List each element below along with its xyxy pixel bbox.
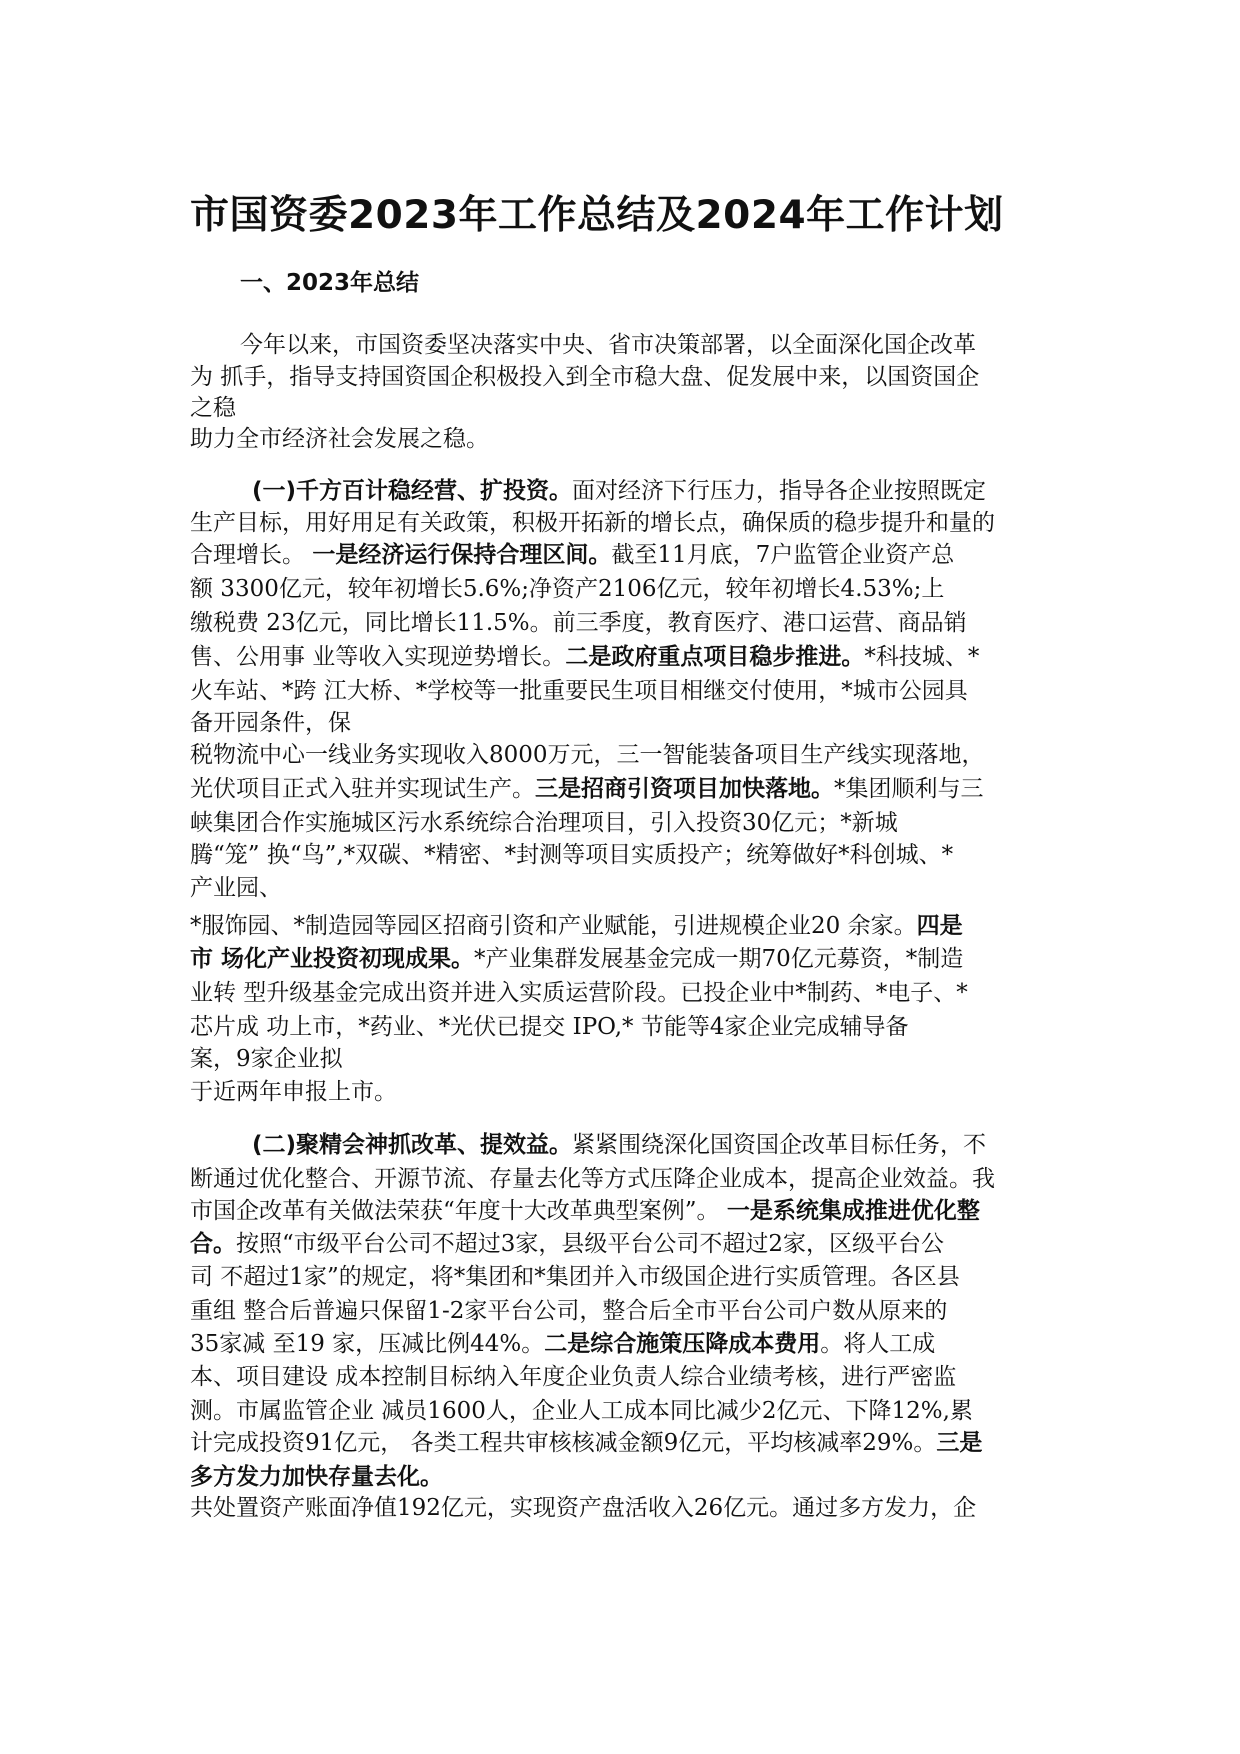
body-line (190, 944, 963, 974)
body-line (190, 1229, 944, 1259)
body-line (252, 1130, 986, 1160)
text-run: 市国企改革有关做法荣获“年度十大改革典型案例”。 (190, 1198, 727, 1224)
page-title: 市国资委2023年工作总结及2024年工作计划 (190, 193, 1004, 238)
text-run: 之稳 (190, 395, 236, 421)
body-line (190, 508, 995, 538)
bold-phrase: 一是经济运行保持合理区间。 (312, 542, 612, 568)
text-run: 于近两年申报上市。 (190, 1079, 397, 1105)
body-line (190, 1329, 935, 1359)
bold-phrase: 四是 (916, 913, 963, 939)
text-run: 司 不超过1家”的规定，将*集团和*集团并入市级国企进行实质管理。各区县 (190, 1264, 960, 1290)
text-run: 重组 整合后普遍只保留1-2家平台公司，整合后全市平台公司户数从原来的 (190, 1298, 948, 1324)
body-line (190, 362, 979, 392)
body-line (190, 393, 236, 423)
bold-phrase: 二是综合施策压降成本费用 (544, 1331, 821, 1357)
text-run: 火车站、*跨 江大桥、*学校等一批重要民生项目相继交付使用，*城市公园具 (190, 678, 968, 704)
text-run: 为 抓手，指导支持国资国企积极投入到全市稳大盘、促发展中来，以国资国企 (190, 364, 980, 390)
body-line (190, 840, 953, 870)
text-run: 共处置资产账面净值192亿元，实现资产盘活收入26亿元。通过多方发力，企 (190, 1495, 977, 1521)
body-line (190, 1493, 976, 1523)
body-line (190, 873, 282, 903)
body-line (190, 774, 984, 804)
body-line (190, 1296, 947, 1326)
bold-phrase: 二是政府重点项目稳步推进。 (565, 644, 865, 670)
body-line (252, 476, 986, 506)
body-line (190, 1077, 397, 1107)
text-run: 额 3300亿元，较年初增长5.6%;净资产2106亿元，较年初增长4.53%;上 (190, 576, 945, 602)
text-run: 。将人工成 (820, 1331, 936, 1357)
body-line (190, 1196, 980, 1226)
body-line (190, 740, 985, 770)
bold-phrase: (二)聚精会神抓改革、提效益。 (252, 1132, 573, 1158)
body-line (190, 642, 979, 672)
text-run: 芯片成 功上市，*药业、*光伏已提交 IPO,* 节能等4家企业完成辅导备 (190, 1014, 909, 1040)
body-line (190, 574, 944, 604)
bold-phrase: 一是系统集成推进优化整 (726, 1198, 980, 1224)
body-line (190, 676, 968, 706)
text-run: 紧紧围绕深化国资国企改革目标任务，不 (572, 1132, 987, 1158)
body-line (190, 1462, 443, 1492)
text-run: 合理增长。 (190, 542, 313, 568)
body-line (190, 424, 489, 454)
text-run: 产业园、 (190, 875, 282, 901)
text-run: 光伏项目正式入驻并实现试生产。 (190, 776, 535, 802)
text-run: 断通过优化整合、开源节流、存量去化等方式压降企业成本，提高企业效益。我 (190, 1166, 995, 1192)
text-run: *集团顺利与三 (834, 776, 984, 802)
text-run: 本、项目建设 成本控制目标纳入年度企业负责人综合业绩考核，进行严密监 (190, 1364, 957, 1390)
body-line (190, 1044, 343, 1074)
body-line (190, 608, 967, 638)
text-run: *服饰园、*制造园等园区招商引资和产业赋能，引进规模企业20 余家。 (190, 913, 917, 939)
text-run: 峡集团合作实施城区污水系统综合治理项目，引入投资30亿元；*新城 (190, 810, 898, 836)
body-line (190, 978, 968, 1008)
text-run: 缴税费 23亿元，同比增长11.5%。前三季度，教育医疗、港口运营、商品销 (190, 610, 967, 636)
body-line (240, 330, 976, 360)
bold-phrase: (一)千方百计稳经营、扩投资。 (252, 478, 573, 504)
bold-phrase: 合。 (190, 1231, 236, 1257)
body-line (190, 808, 898, 838)
text-run: 助力全市经济社会发展之稳。 (190, 426, 489, 452)
body-line (190, 1362, 956, 1392)
text-run: 按照“市级平台公司不超过3家，县级平台公司不超过2家，区级平台公 (236, 1231, 945, 1257)
body-line (190, 911, 963, 941)
text-run: 35家减 至19 家，压减比例44%。 (190, 1331, 545, 1357)
body-line (190, 1428, 982, 1458)
bold-phrase: 市 场化产业投资初现成果。 (190, 946, 475, 972)
body-line (190, 1262, 960, 1292)
text-run: 备开园条件，保 (190, 710, 351, 736)
text-run: *科技城、* (864, 644, 980, 670)
body-line (190, 540, 954, 570)
bold-phrase: 多方发力加快存量去化。 (190, 1464, 443, 1490)
text-run: 腾“笼” 换“鸟”,*双碳、*精密、*封测等项目实质投产；统筹做好*科创城、* (190, 842, 954, 868)
body-line (190, 1164, 995, 1194)
bold-phrase: 三是招商引资项目加快落地。 (535, 776, 834, 802)
text-run: 业转 型升级基金完成出资并进入实质运营阶段。已投企业中*制药、*电子、* (190, 980, 968, 1006)
text-run: 测。市属监管企业 减员1600人，企业人工成本同比减少2亿元、下降12%,累 (190, 1398, 973, 1424)
text-run: 生产目标，用好用足有关政策，积极开拓新的增长点，确保质的稳步提升和量的 (190, 510, 995, 536)
text-run: 面对经济下行压力，指导各企业按照既定 (572, 478, 987, 504)
text-run: 计完成投资91亿元， 各类工程共审核核减金额9亿元，平均核减率29%。 (190, 1430, 937, 1456)
text-run: 截至11月底，7户监管企业资产总 (611, 542, 955, 568)
bold-phrase: 三是 (936, 1430, 983, 1456)
text-run: 今年以来，市国资委坚决落实中央、省市决策部署，以全面深化国企改革 (240, 332, 976, 358)
text-run: 税物流中心一线业务实现收入8000万元，三一智能装备项目生产线实现落地， (190, 742, 985, 768)
body-line (190, 708, 351, 738)
text-run: 售、公用事 业等收入实现逆势增长。 (190, 644, 566, 670)
section-heading: 一、2023年总结 (240, 270, 420, 296)
body-line (190, 1012, 908, 1042)
body-line (190, 1396, 973, 1426)
text-run: 案，9家企业拟 (190, 1046, 343, 1072)
text-run: *产业集群发展基金完成一期70亿元募资，*制造 (474, 946, 964, 972)
